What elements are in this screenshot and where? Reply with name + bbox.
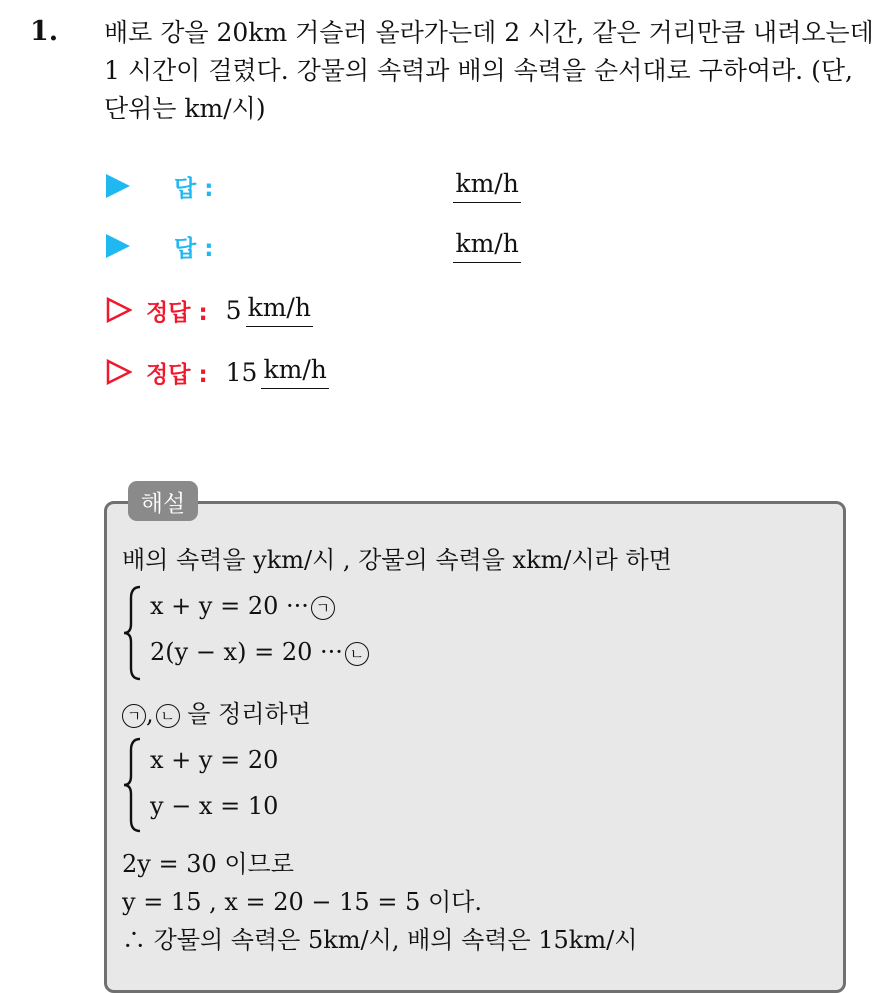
outline-triangle-icon [106, 297, 132, 323]
problem-number: 1. [30, 16, 59, 47]
problem-text [104, 14, 874, 128]
correct-answer-value: 5 [225, 295, 242, 325]
problem-text-line-1: 배로 강을 20km 거슬러 올라가는데 2 시간, 같은 거리만큼 내려오는데 [104, 18, 874, 47]
circled-giyeok-icon: ㄱ [311, 596, 335, 620]
left-brace-icon [122, 584, 144, 682]
correct-answer-row-2 [106, 352, 329, 392]
problem-text-line-2: 1 시간이 걸렸다. 강물의 속력과 배의 속력을 순서대로 구하여라. (단, [104, 56, 853, 85]
equation-system-1 [122, 584, 422, 682]
play-triangle-icon [106, 174, 130, 198]
answer-label: 답 : [174, 175, 214, 202]
correct-answer-value: 15 [225, 357, 258, 387]
solution-line-6: ∴ 강물의 속력은 5km/시, 배의 속력은 15km/시 [122, 926, 638, 954]
equation-2: 2(y − x) = 20 ··· ㄴ [150, 638, 369, 666]
equation-4: y − x = 10 [150, 792, 279, 820]
problem-text-line-3: 단위는 km/시) [104, 94, 266, 123]
circled-nieun-icon: ㄴ [156, 704, 180, 728]
equation-system-2 [122, 736, 422, 834]
equation-3: x + y = 20 [150, 746, 279, 774]
correct-answer-label: 정답 : [146, 361, 208, 388]
answer-row-1[interactable] [106, 166, 521, 206]
solution-line-combine: ㄱ , ㄴ 을 정리하면 [122, 694, 311, 729]
answer-unit: km/h [453, 169, 520, 203]
solution-tab: 해설 [128, 481, 198, 521]
left-brace-icon [122, 736, 144, 834]
solution-line-5: y = 15 , x = 20 − 15 = 5 이다. [122, 888, 482, 916]
solution-line-4: 2y = 30 이므로 [122, 850, 294, 878]
circled-giyeok-icon: ㄱ [122, 704, 146, 728]
outline-triangle-icon [106, 359, 132, 385]
correct-answer-label: 정답 : [146, 299, 208, 326]
circled-nieun-icon: ㄴ [345, 642, 369, 666]
correct-answer-unit: km/h [261, 355, 328, 389]
answer-label: 답 : [174, 235, 214, 262]
correct-answer-row-1 [106, 290, 313, 330]
equation-1: x + y = 20 ··· ㄱ [150, 592, 335, 620]
answer-unit: km/h [453, 229, 520, 263]
correct-answer-unit: km/h [246, 293, 313, 327]
answer-row-2[interactable] [106, 226, 521, 266]
solution-line-1: 배의 속력을 ykm/시 , 강물의 속력을 xkm/시라 하면 [122, 546, 672, 574]
play-triangle-icon [106, 234, 130, 258]
